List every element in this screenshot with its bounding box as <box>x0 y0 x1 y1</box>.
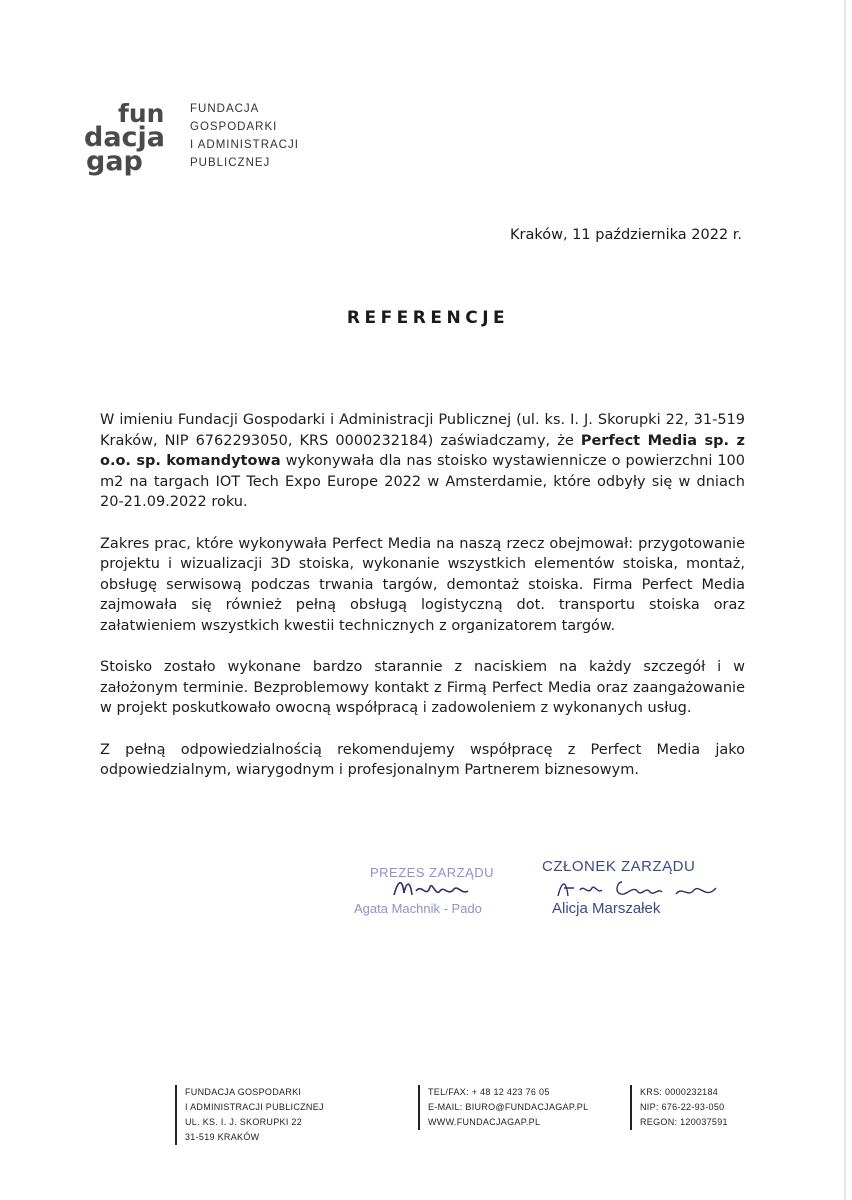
footer-registry <box>630 1085 728 1130</box>
letter-date: Kraków, 11 października 2022 r. <box>510 227 743 243</box>
company-name: Perfect Media sp. z o.o. sp. komandytowa <box>100 432 745 469</box>
signature-name: Alicja Marszałek <box>552 900 661 917</box>
org-name-line: GOSPODARKI <box>190 121 278 133</box>
org-name-line: PUBLICZNEJ <box>190 157 271 169</box>
footer-line: UL. KS. I. J. SKORUPKI 22 <box>185 1117 303 1127</box>
footer-regon: REGON: 120037591 <box>640 1117 728 1127</box>
org-name-line: I ADMINISTRACJI <box>190 139 299 151</box>
footer-nip: NIP: 676-22-93-050 <box>640 1102 725 1112</box>
signature-president <box>352 865 512 925</box>
footer-line: 31-519 KRAKÓW <box>185 1132 260 1142</box>
signature-role: CZŁONEK ZARZĄDU <box>542 858 696 875</box>
letter-body <box>100 410 745 802</box>
logo-mark <box>84 100 180 180</box>
footer-krs: KRS: 0000232184 <box>640 1087 719 1097</box>
paragraph-quality: Stoisko zostało wykonane bardzo starannie z naciskiem na każdy szczegół i w założonym terminie. Bezproblemowy kontakt z Firmą Perfect Media oraz zaangażowanie w projekt poskutkowało owocną współpracą i zadowoleniem z wykonanych usług. <box>100 659 745 716</box>
signature-name: Agata Machnik - Pado <box>354 901 482 916</box>
logo-line-gap: gap <box>86 146 143 177</box>
logo-line-fun: fun <box>118 100 165 128</box>
footer-phone: TEL/FAX: + 48 12 423 76 05 <box>428 1087 550 1097</box>
logo-line-dacja: dacja <box>84 122 166 153</box>
paragraph-introduction <box>100 410 745 513</box>
footer-email: E-MAIL: BIURO@FUNDACJAGAP.PL <box>428 1102 589 1112</box>
footer-line: FUNDACJA GOSPODARKI <box>185 1087 302 1097</box>
signature-board-member <box>540 858 730 928</box>
paragraph-text: wykonywała dla nas stoisko wystawiennicze o powierzchni 100 m2 na targach IOT Tech Expo Europe 2022 w Amsterdamie, które odbyły się w dniach 20-21.09.2022 roku. <box>100 453 746 510</box>
footer-address <box>175 1085 324 1145</box>
paragraph-scope: Zakres prac, które wykonywała Perfect Media na naszą rzecz obejmował: przygotowanie projektu i wizualizacji 3D stoiska, wykonanie wszystkich elementów stoiska, montaż, obsługę serwisową podczas trwania targów, demontaż stoiska. Firma Perfect Media zajmowała się również pełną obsługą logistyczną dot. transportu stoiska oraz załatwieniem wszystkich kwestii technicznych z organizatorem targów. <box>100 535 745 634</box>
scan-edge-line <box>844 0 846 1200</box>
footer-line: I ADMINISTRACJI PUBLICZNEJ <box>185 1102 324 1112</box>
footer-website: WWW.FUNDACJAGAP.PL <box>428 1117 541 1127</box>
paragraph-text: W imieniu Fundacji Gospodarki i Administracji Publicznej (ul. ks. I. J. Skorupki 22, 31-519 Kraków, NIP 6762293050, KRS 0000232184) zaświadczamy, że <box>100 412 745 449</box>
document-title: REFERENCJE <box>346 308 510 328</box>
handwritten-signature <box>550 876 720 902</box>
paragraph-recommendation: Z pełną odpowiedzialnością rekomendujemy współpracę z Perfect Media jako odpowiedzialnym, wiarygodnym i profesjonalnym Partnerem biznesowym. <box>100 741 745 778</box>
signature-role: PREZES ZARZĄDU <box>370 865 495 880</box>
foundation-logo <box>84 100 180 180</box>
org-name-line: FUNDACJA <box>190 103 260 115</box>
footer-contact <box>418 1085 588 1130</box>
organization-name <box>190 100 299 172</box>
